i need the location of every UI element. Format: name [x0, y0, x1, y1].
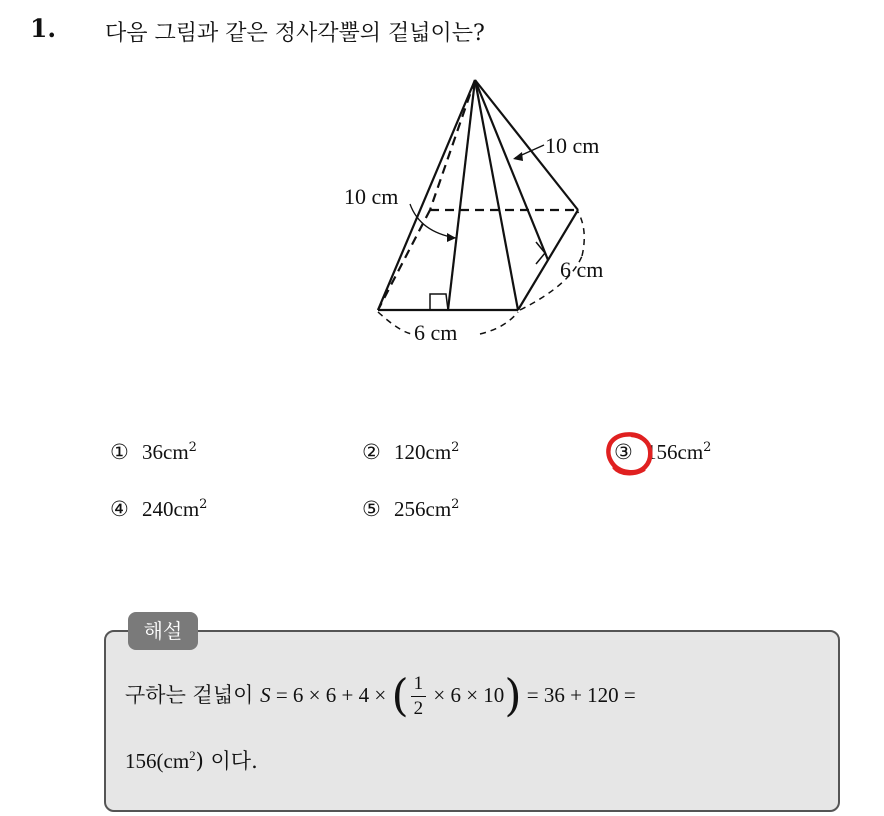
option-1[interactable] [110, 440, 197, 465]
solution-variable: S [260, 683, 271, 707]
option-value: 156cm [646, 440, 704, 464]
solution-equation-result: = 36 + 120 = [521, 683, 636, 707]
solution-prefix: 구하는 겉넓이 [125, 683, 261, 707]
option-value: 120cm [394, 440, 452, 464]
option-value: 256cm [394, 497, 452, 521]
option-mark: ① [110, 440, 129, 464]
option-exponent: 2 [451, 497, 460, 512]
solution-exponent: 2 [189, 748, 196, 763]
fraction-half: $\frac{1}{2}$ [411, 672, 427, 721]
option-value: 36cm [142, 440, 189, 464]
option-exponent: 2 [188, 440, 197, 455]
option-mark: ⑤ [362, 497, 381, 521]
solution-value: 156(cm [125, 749, 190, 773]
option-mark: ③ [614, 440, 633, 464]
question-number: 1. [30, 14, 57, 43]
pyramid-figure [330, 70, 650, 360]
option-3[interactable] [614, 440, 711, 465]
option-mark: ② [362, 440, 381, 464]
label-right-base: 6 cm [560, 257, 604, 282]
option-exponent: 2 [199, 497, 208, 512]
label-bottom-base: 6 cm [414, 320, 458, 345]
left-paren: ( [391, 670, 409, 722]
label-side-edge: 10 cm [545, 133, 600, 158]
option-exponent: 2 [703, 440, 712, 455]
right-paren: ) [504, 670, 522, 722]
option-exponent: 2 [451, 440, 460, 455]
solution-inner: × 6 × 10 [428, 683, 505, 707]
option-4[interactable] [110, 497, 207, 522]
solution-line-2 [125, 745, 258, 775]
label-slant-height: 10 cm [344, 184, 399, 209]
option-value: 240cm [142, 497, 200, 521]
solution-suffix: ) 이다. [195, 749, 258, 773]
solution-line-1 [125, 672, 636, 721]
option-5[interactable] [362, 497, 459, 522]
solution-box [104, 630, 840, 812]
option-mark: ④ [110, 497, 129, 521]
solution-tag: 해설 [128, 612, 198, 650]
solution-equation-part: = 6 × 6 + 4 × [270, 683, 392, 707]
question-text: 다음 그림과 같은 정사각뿔의 겉넓이는? [105, 21, 485, 46]
option-2[interactable] [362, 440, 459, 465]
